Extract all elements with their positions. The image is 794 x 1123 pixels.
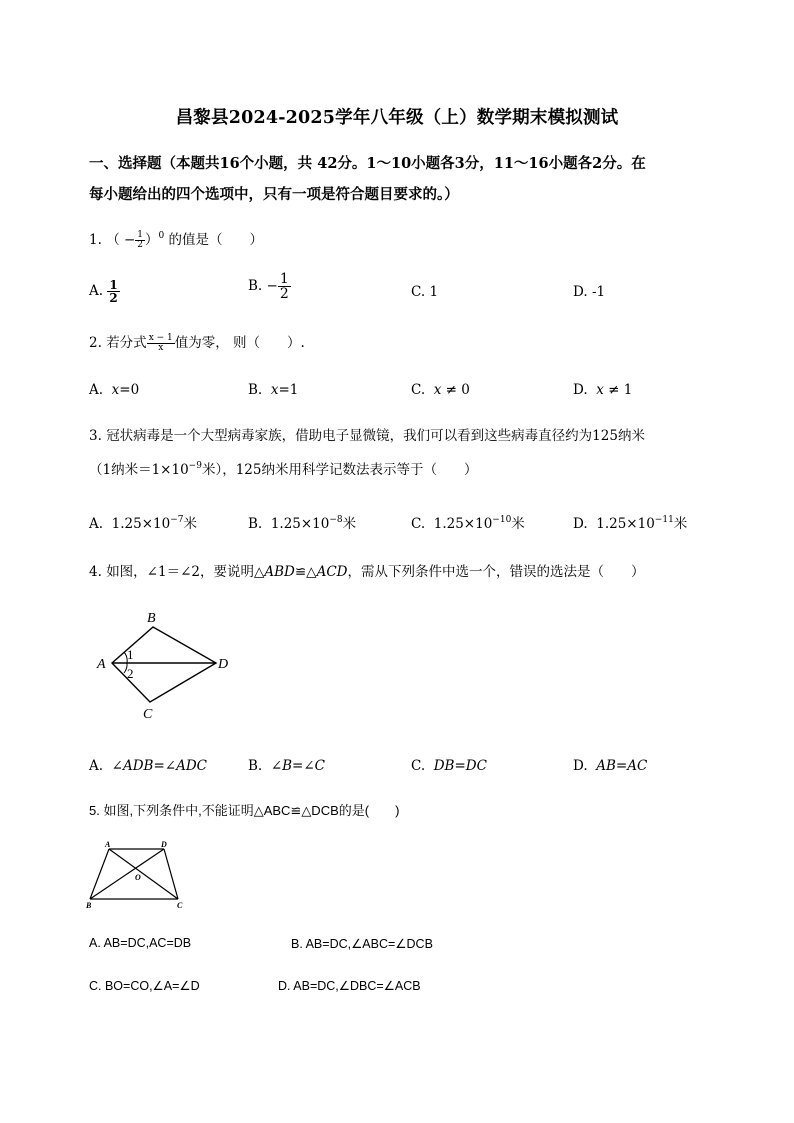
fraction: $\frac{1}{2}$ — [279, 271, 289, 302]
fraction: $\frac{1}{2}$ — [109, 278, 118, 305]
question-number: 4. — [89, 564, 102, 580]
section-heading-line2: 每小题给出的四个选项中，只有一项是符合题目要求的。） — [89, 186, 459, 203]
question-4: 4. 如图，∠1＝∠2，要说明△ABD≌△ACD，需从下列条件中选一个，错误的选法是（ ） — [89, 564, 645, 580]
numerator: 1 — [137, 230, 144, 240]
q4-option-b: B. ∠B=∠C — [248, 758, 325, 774]
question-3-line2: （1纳米$=1\times 10^{-9}$米），125纳米用科学记数法表示等于（ ） — [89, 461, 478, 478]
q2-option-a: A. x=0 — [89, 382, 140, 398]
vertex-c-label: C — [177, 901, 183, 910]
q3-option-a: A. $1.25\times 10^{-7}$米 — [89, 515, 197, 532]
question-2: 2. 若分式 $\frac{x - 1}{x}$ 值为零， 则（ ）. — [89, 333, 305, 353]
vertex-d-label: D — [218, 657, 229, 672]
vertex-a-label: A — [105, 840, 111, 849]
angle-1-label: 1 — [127, 647, 134, 662]
q4-option-d: D. AB=AC — [573, 758, 648, 774]
q3-option-d: D. $1.25\times 10^{-11}$米 — [573, 515, 688, 532]
q1-option-a: A. $\frac{1}{2}$ — [89, 278, 118, 305]
q1-option-d: D. -1 — [573, 284, 606, 300]
vertex-a-label: A — [97, 657, 106, 672]
section-heading-line1: 一、选择题（本题共16个小题，共 42分。1～10小题各3分，11～16小题各2分。在 — [89, 155, 646, 172]
segment-db — [90, 849, 164, 899]
vertex-b-label: B — [86, 901, 92, 910]
question-number: 1. — [89, 232, 102, 248]
vertex-b-label: B — [147, 611, 156, 626]
question-number: 3. — [89, 428, 102, 444]
q2-option-b: B. x=1 — [248, 382, 299, 398]
page-title: 昌黎县2024-2025学年八年级（上）数学期末模拟测试 — [175, 108, 619, 128]
question-text: 的值是（ ） — [164, 232, 264, 248]
q3-option-b: B. $1.25\times 10^{-8}$米 — [248, 515, 357, 532]
q2-option-d: D. x ≠ 1 — [573, 382, 633, 398]
question-number: 5. — [89, 803, 100, 818]
q1-option-c: C. 1 — [411, 284, 439, 300]
question-1 — [89, 228, 263, 250]
q4-option-c: C. DB=DC — [411, 758, 487, 774]
fraction: $\frac{x - 1}{x}$ — [148, 333, 173, 353]
denominator: 2 — [137, 240, 144, 250]
fraction — [135, 231, 145, 250]
q1-option-b: B. − $\frac{1}{2}$ — [248, 271, 289, 302]
angle-2-label: 2 — [127, 666, 134, 681]
q5-figure-trapezoid — [80, 838, 190, 912]
q5-option-b: B. AB=DC,∠ABC=∠DCB — [291, 937, 433, 951]
vertex-d-label: D — [161, 840, 167, 849]
q5-option-a: A. AB=DC,AC=DB — [89, 936, 192, 950]
segment-dc — [164, 849, 178, 899]
segment-ab — [90, 849, 109, 899]
q4-figure-kite — [90, 606, 240, 724]
segment-ac — [109, 849, 178, 899]
expression-close: ） — [145, 232, 159, 248]
exponent: 0 — [158, 231, 165, 241]
q5-option-d: D. AB=DC,∠DBC=∠ACB — [278, 979, 421, 993]
question-3-line1: 3. 冠状病毒是一个大型病毒家族，借助电子显微镜，我们可以看到这些病毒直径约为125纳米 — [89, 428, 645, 444]
question-5: 5. 如图,下列条件中,不能证明△ABC≌△DCB的是( ) — [89, 803, 400, 818]
point-o-label: O — [135, 873, 141, 882]
question-number: 2. — [89, 335, 102, 351]
q4-option-a: A. ∠ADB=∠ADC — [89, 758, 207, 774]
vertex-c-label: C — [143, 707, 153, 722]
q5-option-c: C. BO=CO,∠A=∠D — [89, 979, 200, 993]
kite-outline — [112, 627, 216, 702]
q3-option-c: C. $1.25\times 10^{-10}$米 — [411, 515, 525, 532]
expression-open: （ − — [106, 232, 136, 248]
q2-option-c: C. x ≠ 0 — [411, 382, 470, 398]
